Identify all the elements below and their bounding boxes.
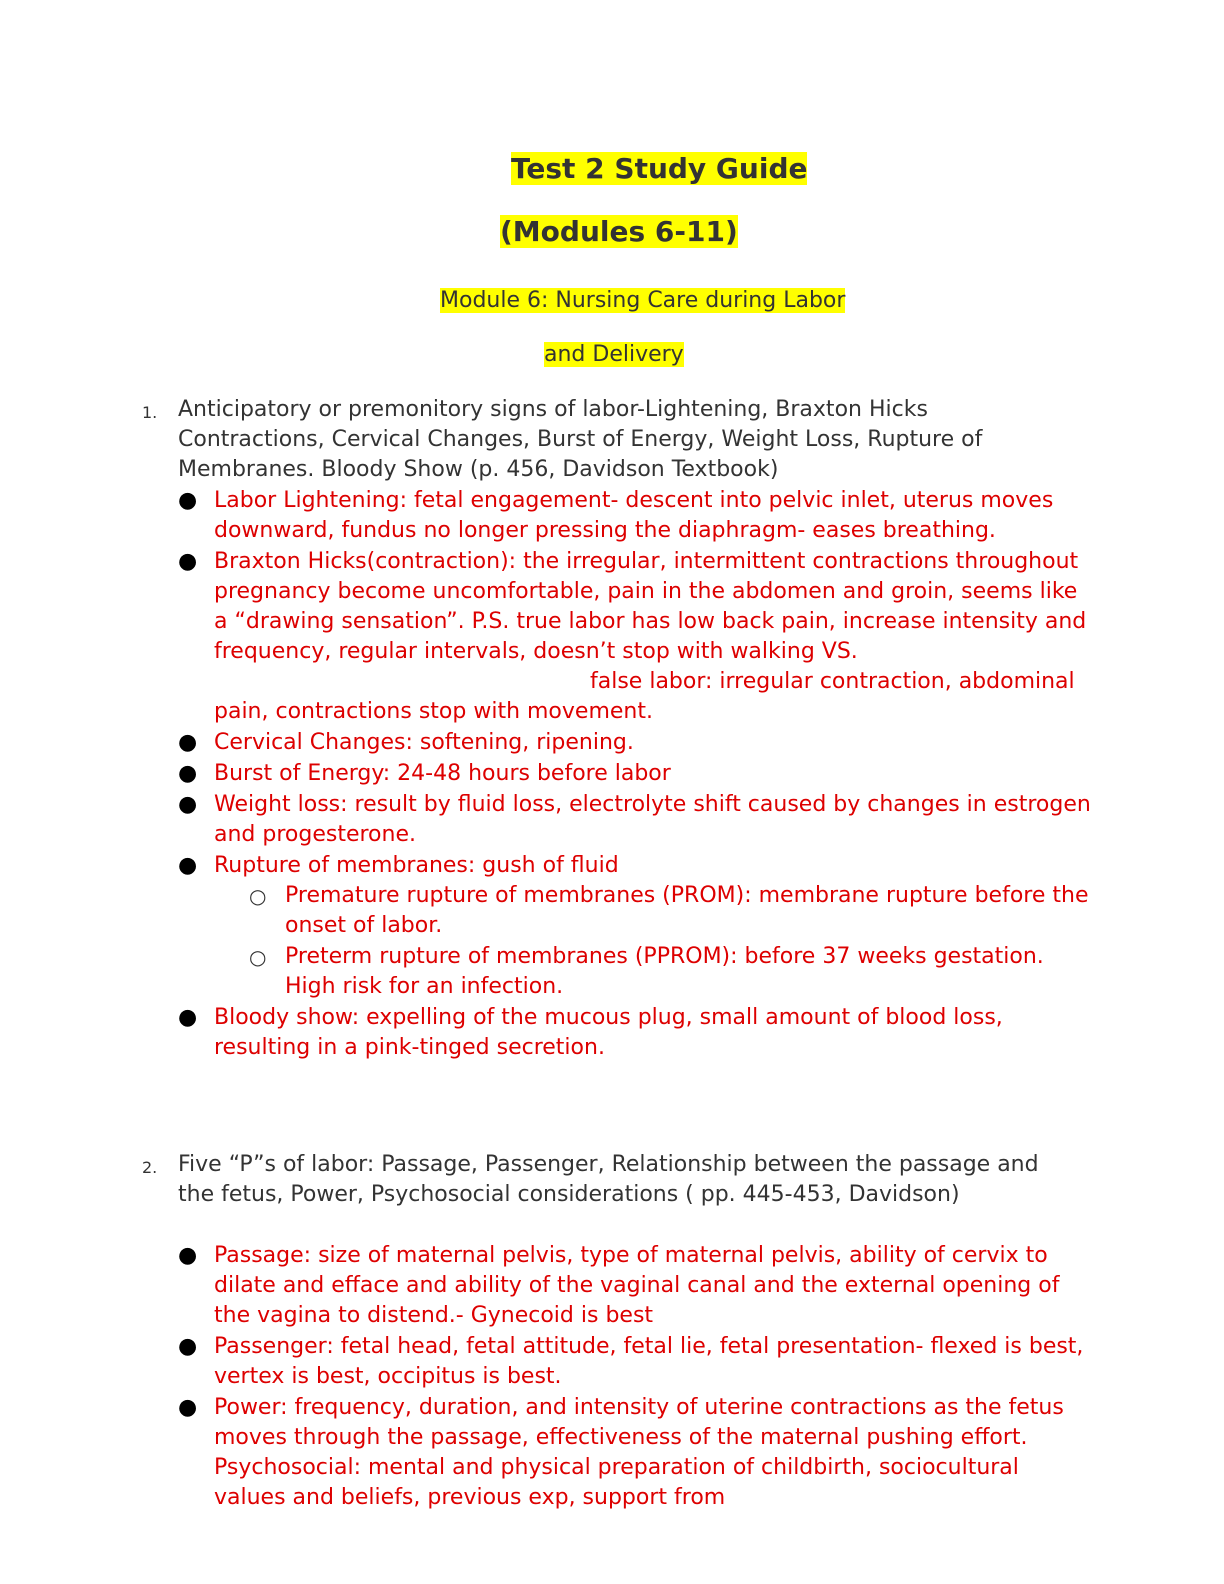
bullet-list-1 — [178, 486, 1094, 1064]
list-item-text: Cervical Changes: softening, ripening. — [214, 730, 634, 755]
list-item-text: Weight loss: result by fluid loss, electrolyte shift caused by changes in estrogen and progesterone. — [214, 792, 1091, 847]
module-heading-cont — [544, 340, 684, 370]
bullet-list-2 — [178, 1241, 1094, 1514]
sub-list-item — [249, 881, 1094, 941]
sub-list — [214, 881, 1094, 1002]
numbered-item-1 — [142, 395, 1078, 485]
list-item — [178, 759, 1094, 789]
list-item — [178, 547, 1094, 727]
sub-list-item — [249, 942, 1094, 1002]
bullet-icon: ● — [178, 1334, 198, 1359]
item-number: 1. — [142, 403, 158, 422]
bullet-icon: ● — [178, 761, 198, 786]
list-item-text: Labor Lightening: fetal engagement- descent into pelvic inlet, uterus moves downward, fundus no longer pressing the diaphragm- eases breathing. — [214, 488, 1054, 543]
list-item — [178, 728, 1094, 758]
item-number: 2. — [142, 1158, 158, 1177]
item-text: Five “P”s of labor: Passage, Passenger, Relationship between the passage and the fetus, Power, Psychosocial considerations ( pp. 445-453, Davidson) — [178, 1152, 1039, 1207]
list-item — [178, 790, 1094, 850]
bullet-icon: ● — [178, 853, 198, 878]
bullet-icon: ● — [178, 1243, 198, 1268]
module-heading-line2: and Delivery — [544, 342, 684, 367]
page-subtitle — [500, 215, 738, 249]
numbered-item-2 — [142, 1150, 1078, 1210]
bullet-icon: ● — [178, 730, 198, 755]
list-item — [178, 851, 1094, 1002]
page-title-text: Test 2 Study Guide — [511, 152, 808, 185]
list-item-text: Passenger: fetal head, fetal attitude, fetal lie, fetal presentation- flexed is best, vertex is best, occipitus is best. — [214, 1334, 1084, 1389]
list-item — [178, 1393, 1094, 1513]
bullet-icon: ● — [178, 1005, 198, 1030]
list-item — [178, 1332, 1094, 1392]
page-title — [511, 152, 807, 186]
list-item-text: Bloody show: expelling of the mucous plug, small amount of blood loss, resulting in a pink-tinged secretion. — [214, 1005, 1003, 1060]
list-item-text: Burst of Energy: 24-48 hours before labor — [214, 761, 671, 786]
module-heading — [440, 286, 845, 316]
item-text: Anticipatory or premonitory signs of labor-Lightening, Braxton Hicks Contractions, Cervical Changes, Burst of Energy, Weight Loss, Rupture of Membranes. Bloody Show (p. 456, Davidson Textbook) — [178, 397, 983, 482]
sub-bullet-icon: ○ — [249, 945, 267, 969]
list-item — [178, 1241, 1094, 1331]
list-item — [178, 486, 1094, 546]
list-item-text: Passage: size of maternal pelvis, type of maternal pelvis, ability of cervix to dilate and efface and ability of the vaginal canal and the external opening of the vagina to distend.- Gynecoid is best — [214, 1243, 1060, 1328]
bullet-icon: ● — [178, 549, 198, 574]
module-heading-line1: Module 6: Nursing Care during Labor — [440, 288, 846, 313]
list-item-text-cont: false labor: irregular contraction, abdominal pain, contractions stop with movement. — [214, 669, 1075, 724]
list-item — [178, 1003, 1094, 1063]
page-subtitle-text: (Modules 6-11) — [500, 215, 738, 248]
bullet-icon: ● — [178, 488, 198, 513]
list-item-text: Braxton Hicks(contraction): the irregular, intermittent contractions throughout pregnancy become uncomfortable, pain in the abdomen and groin, seems like a “drawing sensation”. P.S. true labor has low back pain, increase intensity and frequency, regular intervals, doesn’t stop with walking VS. — [214, 549, 1087, 664]
sub-bullet-icon: ○ — [249, 884, 267, 908]
sub-list-item-text: Preterm rupture of membranes (PPROM): before 37 weeks gestation. High risk for an infection. — [285, 944, 1044, 999]
bullet-icon: ● — [178, 1395, 198, 1420]
list-item-text: Power: frequency, duration, and intensity of uterine contractions as the fetus moves through the passage, effectiveness of the maternal pushing effort. Psychosocial: mental and physical preparation of childbirth, sociocultural values and beliefs, previous exp, support from — [214, 1395, 1064, 1510]
bullet-icon: ● — [178, 792, 198, 817]
list-item-text: Rupture of membranes: gush of fluid — [214, 853, 619, 878]
sub-list-item-text: Premature rupture of membranes (PROM): membrane rupture before the onset of labor. — [285, 883, 1089, 938]
